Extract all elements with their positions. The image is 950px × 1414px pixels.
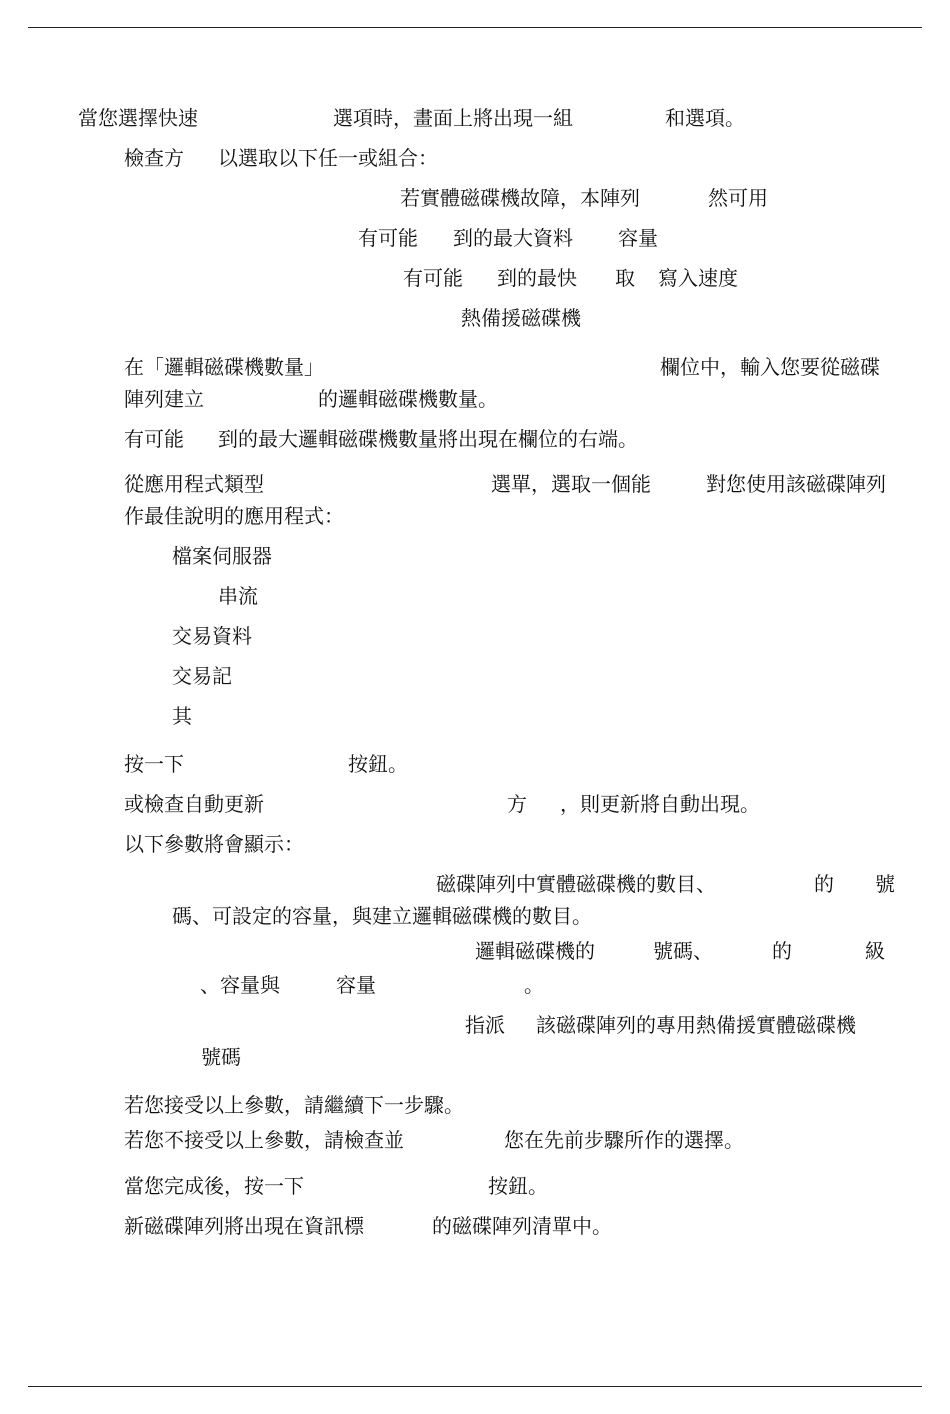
autoupdate-text-3: ，則更新將自動出現。 bbox=[560, 792, 760, 816]
option-capacity-2: 到的最大資料 bbox=[453, 226, 573, 250]
apptype-text-2: 選單，選取一個能 bbox=[491, 472, 651, 496]
bottom-rule bbox=[28, 1386, 922, 1387]
param-1-text-4: 碼、可設定的容量，與建立邏輯磁碟機的數目。 bbox=[172, 904, 592, 928]
option-speed-2: 到的最快 bbox=[497, 266, 577, 290]
param-3-text-1: 指派 bbox=[465, 1013, 505, 1037]
apptype-text-1: 從應用程式類型 bbox=[124, 472, 264, 496]
app-item-file-server: 檔案伺服器 bbox=[172, 544, 272, 568]
reject-text-1: 若您不接受以上參數，請檢查並 bbox=[124, 1128, 404, 1152]
autoupdate-text-2: 方 bbox=[507, 792, 527, 816]
intro-text-2: 選項時，畫面上將出現一組 bbox=[333, 106, 573, 130]
accept-text: 若您接受以上參數，請繼續下一步驟。 bbox=[124, 1093, 464, 1117]
param-2-text-5: 、容量與 bbox=[200, 973, 280, 997]
press-text-2: 按鈕。 bbox=[348, 752, 408, 776]
param-2-text-7: 。 bbox=[524, 973, 544, 997]
intro-text-3: 和選項。 bbox=[665, 106, 745, 130]
param-2-text-3: 的 bbox=[772, 939, 792, 963]
option-speed-4: 寫入速度 bbox=[658, 266, 738, 290]
logical-text-1: 在「邏輯磁碟機數量」 bbox=[124, 355, 324, 379]
app-item-transaction-data: 交易資料 bbox=[172, 624, 252, 648]
option-redundancy-2: 然可用 bbox=[708, 186, 768, 210]
params-intro: 以下參數將會顯示： bbox=[124, 832, 304, 856]
app-item-streaming: 串流 bbox=[218, 584, 258, 608]
done-text-1: 當您完成後，按一下 bbox=[124, 1174, 304, 1198]
param-2-text-6: 容量 bbox=[336, 973, 376, 997]
param-3-text-2: 該磁碟陣列的專用熱備援實體磁碟機 bbox=[536, 1013, 856, 1037]
logical-text-3: 陣列建立 bbox=[124, 387, 204, 411]
top-rule bbox=[28, 27, 922, 28]
param-1-text-1: 磁碟陣列中實體磁碟機的數目、 bbox=[436, 872, 716, 896]
check-text-1: 檢查方 bbox=[124, 146, 184, 170]
final-text-2: 的磁碟陣列清單中。 bbox=[432, 1214, 612, 1238]
param-2-text-1: 邏輯磁碟機的 bbox=[475, 939, 595, 963]
option-redundancy-1: 若實體磁碟機故障，本陣列 bbox=[400, 186, 640, 210]
option-capacity-1: 有可能 bbox=[358, 226, 418, 250]
param-2-text-2: 號碼、 bbox=[653, 939, 713, 963]
param-2-text-4: 級 bbox=[865, 939, 885, 963]
autoupdate-text-1: 或檢查自動更新 bbox=[124, 792, 264, 816]
logical-text-4: 的邏輯磁碟機數量。 bbox=[318, 387, 498, 411]
max-logical-text-2: 到的最大邏輯磁碟機數量將出現在欄位的右端。 bbox=[218, 427, 638, 451]
option-hot-spare: 熱備援磁碟機 bbox=[461, 306, 581, 330]
option-capacity-3: 容量 bbox=[618, 226, 658, 250]
option-speed-3: 取 bbox=[615, 266, 635, 290]
reject-text-2: 您在先前步驟所作的選擇。 bbox=[504, 1128, 744, 1152]
param-3-text-3: 號碼 bbox=[201, 1045, 241, 1069]
check-text-2: 以選取以下任一或組合： bbox=[218, 146, 438, 170]
press-text-1: 按一下 bbox=[124, 752, 184, 776]
logical-text-2: 欄位中，輸入您要從磁碟 bbox=[660, 355, 880, 379]
app-item-transaction-log: 交易記 bbox=[172, 664, 232, 688]
final-text-1: 新磁碟陣列將出現在資訊標 bbox=[124, 1214, 364, 1238]
apptype-text-3: 對您使用該磁碟陣列 bbox=[706, 472, 886, 496]
max-logical-text-1: 有可能 bbox=[124, 427, 184, 451]
param-1-text-2: 的 bbox=[814, 872, 834, 896]
done-text-2: 按鈕。 bbox=[488, 1174, 548, 1198]
intro-text-1: 當您選擇快速 bbox=[78, 106, 198, 130]
param-1-text-3: 號 bbox=[875, 872, 895, 896]
option-speed-1: 有可能 bbox=[403, 266, 463, 290]
apptype-text-4: 作最佳說明的應用程式： bbox=[124, 504, 344, 528]
app-item-other: 其 bbox=[172, 704, 192, 728]
